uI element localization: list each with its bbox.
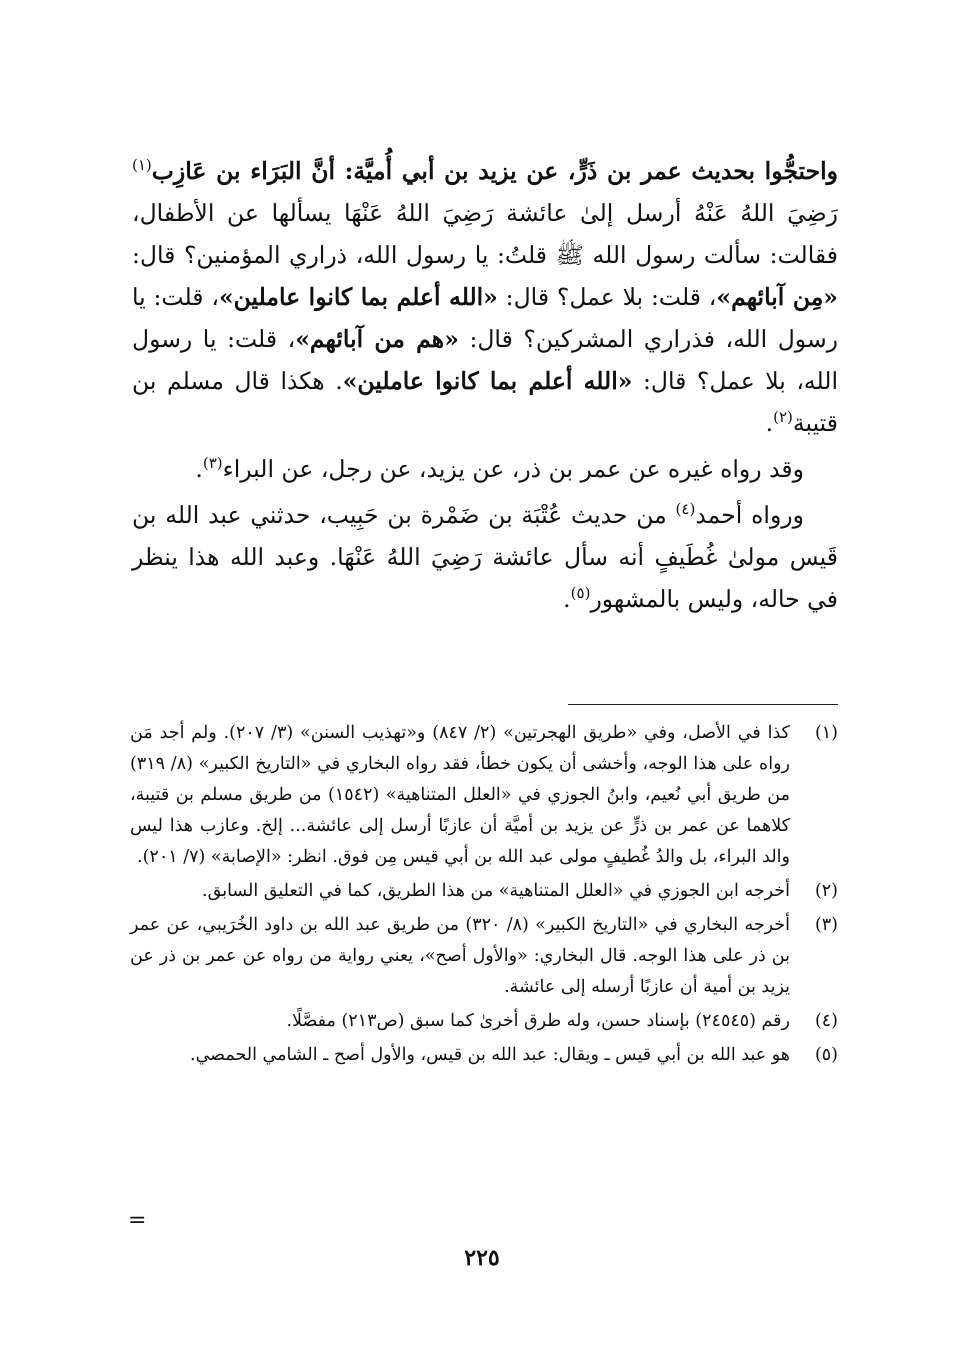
footnote-number: (٥) xyxy=(814,1045,838,1065)
footnotes xyxy=(130,718,838,1074)
footnote-number: (٣) xyxy=(814,915,838,935)
p3-text-b: من حديث عُتْبَة بن ضَمْرة بن حَبِيب، حدثني عبد الله بن قَيس مولىٰ غُطَيفٍ أنه سأل عائشة رَضِيَ اللهُ عَنْهَا. وعبد الله هذا ينظر في حاله، وليس بالمشهور xyxy=(132,501,838,613)
p1-text-e: ، قلت: يا رسول الله، بلا عمل؟ قال: xyxy=(132,325,838,395)
footnote-number: (١) xyxy=(814,723,838,743)
footnote-ref-3[interactable]: (٣) xyxy=(202,454,223,473)
footnote-text: أخرجه ابن الجوزي في «العلل المتناهية» من هذا الطريق، كما في التعليق السابق. xyxy=(202,881,790,901)
footnote-3 xyxy=(130,910,838,1003)
p1-text-f: . هكذا قال مسلم بن قتيبة xyxy=(132,367,838,437)
paragraph-3 xyxy=(132,494,838,620)
footnote-ref-5[interactable]: (٥) xyxy=(570,584,591,603)
continuation-mark: = xyxy=(128,1208,147,1233)
footnote-text: كذا في الأصل، وفي «طريق الهجرتين» (٢/ ٨٤٧) و«تهذيب السنن» (٣/ ٢٠٧). ولم أجد مَن رواه على هذا الوجه، وأخشى أن يكون خطأ، فقد رواه البخاري في «التاريخ الكبير» (٨/ ٣١٩) من طريق أبي نُعيم، وابنُ الجوزي في «العلل المتناهية» (١٥٤٢) من طريق مسلم بن قتيبة، كلاهما عن عمر بن ذرٍّ عن يزيد بن أميَّة أن عازبًا أرسل إلى عائشة... إلخ. وعازب هذا ليس والد البراء، بل والدُ غُطيفٍ مولى عبد الله بن أبي قيس مِن فوق. انظر: «الإصابة» (٧/ ٢٠١). xyxy=(130,723,790,867)
paragraph-2 xyxy=(132,448,838,490)
hadith-quote-4: «الله أعلم بما كانوا عاملين» xyxy=(342,367,633,395)
p2-text-a: وقد رواه غيره عن عمر بن ذر، عن يزيد، عن رجل، عن البراء xyxy=(222,455,804,483)
hadith-quote-1: «مِن آبائهم» xyxy=(716,283,838,311)
p1-text-c: ، قلت: بلا عمل؟ قال: xyxy=(497,283,717,311)
footnote-1 xyxy=(130,718,838,873)
footnote-text: أخرجه البخاري في «التاريخ الكبير» (٨/ ٣٢٠) من طريق عبد الله بن داود الخُرَيبي، عن عمر بن ذر على هذا الوجه. قال البخاري: «والأول أصح»، يعني رواية من رواه عن عمر بن ذر عن يزيد بن أمية أن عازبًا أرسله إلى عائشة. xyxy=(130,915,790,997)
footnote-ref-2[interactable]: (٢) xyxy=(773,408,793,427)
footnote-number: (٢) xyxy=(814,881,838,901)
p3-text-c: . xyxy=(563,585,571,613)
footnote-number: (٤) xyxy=(814,1011,838,1031)
p1-text-g: . xyxy=(765,409,774,437)
p2-text-b: . xyxy=(195,455,203,483)
footnote-text: هو عبد الله بن أبي قيس ـ ويقال: عبد الله بن قيس، والأول أصح ـ الشامي الحمصي. xyxy=(190,1045,790,1065)
hadith-quote-3: «هم من آبائهم» xyxy=(295,325,459,353)
footnote-ref-4[interactable]: (٤) xyxy=(675,500,696,519)
footnote-text: رقم (٢٤٥٤٥) بإسناد حسن، وله طرق أخرىٰ كما سبق (ص٢١٣) مفصَّلًا. xyxy=(286,1011,790,1031)
main-text xyxy=(132,150,838,624)
footnote-separator xyxy=(568,704,838,705)
p1-text-d: ، قلت: يا رسول الله، فذراري المشركين؟ قال: xyxy=(132,283,838,353)
hadith-quote-2: «الله أعلم بما كانوا عاملين» xyxy=(218,283,498,311)
p1-text-b: رَضِيَ اللهُ عَنْهُ أرسل إلىٰ عائشة رَضِيَ اللهُ عَنْهَا يسألها عن الأطفال، فقالت: سألت رسول الله ﷺ قلتُ: يا رسول الله، ذراري المؤمنين؟ قال: xyxy=(132,199,838,269)
footnote-2 xyxy=(130,876,838,907)
p1-lead: واحتجُّوا بحديث عمر بن ذَرٍّ، عن يزيد بن أبي أُميَّة: أنَّ البَرَاء بن عَازِب xyxy=(151,157,839,185)
footnote-4 xyxy=(130,1006,838,1037)
p3-text-a: ورواه أحمد xyxy=(695,501,804,529)
page-number: ٢٢٥ xyxy=(464,1245,500,1271)
footnote-5 xyxy=(130,1040,838,1071)
paragraph-1 xyxy=(132,150,838,444)
footnote-ref-1[interactable]: (١) xyxy=(132,156,152,175)
